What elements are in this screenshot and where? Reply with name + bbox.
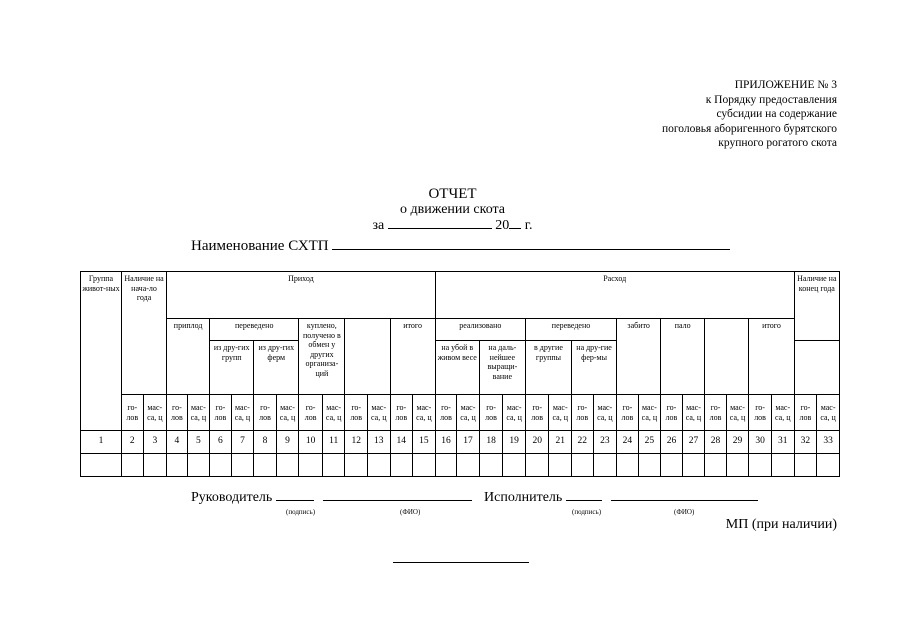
column-number: 9 [276,431,299,454]
column-number: 8 [254,431,277,454]
unit-mass: мас-са, ц [503,395,526,431]
data-cell[interactable] [345,454,368,477]
column-number: 20 [525,431,549,454]
appendix-line: к Порядку предоставления [705,93,837,106]
data-cell[interactable] [413,454,436,477]
data-cell[interactable] [817,454,840,477]
unit-heads: го-лов [435,395,457,431]
column-number: 12 [345,431,368,454]
column-number: 27 [682,431,705,454]
column-number: 10 [299,431,323,454]
organization-blank[interactable] [332,237,730,250]
column-number: 19 [503,431,526,454]
column-number: 31 [771,431,794,454]
head-label: Руководитель [191,490,273,505]
head-signature-caption: (подпись) [286,508,316,516]
report-period [0,218,905,234]
data-cell[interactable] [749,454,772,477]
unit-heads: го-лов [572,395,594,431]
appendix-line: поголовья аборигенного бурятского [661,122,837,135]
data-cell[interactable] [549,454,572,477]
unit-heads: го-лов [479,395,503,431]
data-cell[interactable] [81,454,122,477]
data-cell[interactable] [705,454,727,477]
column-number: 21 [549,431,572,454]
data-cell[interactable] [682,454,705,477]
unit-heads: го-лов [390,395,413,431]
column-number: 17 [457,431,480,454]
executor-label: Исполнитель [484,490,563,505]
column-number: 3 [143,431,167,454]
data-cell[interactable] [322,454,345,477]
header-expense: Расход [435,272,794,319]
unit-mass: мас-са, ц [682,395,705,431]
header-income-total: итого [390,319,435,395]
unit-mass: мас-са, ц [367,395,390,431]
data-cell[interactable] [638,454,661,477]
column-number: 30 [749,431,772,454]
header-empty [794,341,839,395]
executor-name-caption: (ФИО) [674,508,695,516]
executor-signature-blank[interactable] [566,490,602,501]
unit-heads: го-лов [210,395,232,431]
period-suffix: г. [524,218,533,233]
unit-heads: го-лов [661,395,683,431]
unit-heads: го-лов [254,395,277,431]
data-cell[interactable] [661,454,683,477]
signature-block-head [191,490,472,506]
data-row [81,454,840,477]
column-number: 15 [413,431,436,454]
header-end-of-year: Наличие на конец года [794,272,839,341]
head-signature-blank[interactable] [276,490,314,501]
data-cell[interactable] [167,454,188,477]
data-cell[interactable] [794,454,817,477]
data-cell[interactable] [572,454,594,477]
data-cell[interactable] [503,454,526,477]
report-subtitle: о движении скота [399,202,506,217]
header-empty [705,319,749,395]
units-row [81,395,840,431]
unit-mass: мас-са, ц [593,395,617,431]
column-number: 16 [435,431,457,454]
header-to-other-groups: в другие группы [525,341,571,395]
report-title: ОТЧЕТ [428,186,477,202]
column-number: 2 [122,431,144,454]
data-cell[interactable] [299,454,323,477]
header-realized: реализовано [435,319,525,341]
unit-heads: го-лов [122,395,144,431]
data-cell[interactable] [210,454,232,477]
unit-mass: мас-са, ц [638,395,661,431]
unit-mass: мас-са, ц [187,395,210,431]
unit-heads: го-лов [525,395,549,431]
column-number: 32 [794,431,817,454]
unit-heads: го-лов [345,395,368,431]
column-number: 28 [705,431,727,454]
unit-heads: го-лов [167,395,188,431]
header-for-slaughter: на убой в живом весе [435,341,479,395]
data-cell[interactable] [276,454,299,477]
data-cell[interactable] [726,454,749,477]
column-number: 33 [817,431,840,454]
data-cell[interactable] [231,454,254,477]
data-cell[interactable] [525,454,549,477]
column-number: 11 [322,431,345,454]
unit-mass: мас-са, ц [231,395,254,431]
data-cell[interactable] [187,454,210,477]
appendix-line: крупного рогатого скота [718,137,837,150]
executor-signature-caption: (подпись) [572,508,602,516]
column-number: 14 [390,431,413,454]
unit-mass: мас-са, ц [457,395,480,431]
unit-mass: мас-са, ц [549,395,572,431]
header-transferred-out: переведено [525,319,616,341]
data-cell[interactable] [479,454,503,477]
column-number: 24 [617,431,639,454]
column-number: 29 [726,431,749,454]
data-cell[interactable] [771,454,794,477]
head-name-blank[interactable] [323,490,472,501]
unit-mass: мас-са, ц [817,395,840,431]
period-prefix: за [372,218,385,233]
header-expense-total: итого [749,319,794,395]
data-cell[interactable] [593,454,617,477]
unit-heads: го-лов [749,395,772,431]
head-name-caption: (ФИО) [400,508,421,516]
header-slaughtered: забито [617,319,661,395]
column-number: 4 [167,431,188,454]
data-cell[interactable] [143,454,167,477]
unit-heads: го-лов [705,395,727,431]
column-number: 18 [479,431,503,454]
organization-line [191,237,730,255]
column-numbers-row [81,431,840,454]
data-cell[interactable] [457,454,480,477]
bottom-rule [393,562,529,563]
data-cell[interactable] [122,454,144,477]
executor-name-blank[interactable] [611,490,758,501]
data-cell[interactable] [617,454,639,477]
column-number: 23 [593,431,617,454]
unit-mass: мас-са, ц [726,395,749,431]
unit-heads: го-лов [617,395,639,431]
unit-mass: мас-са, ц [413,395,436,431]
header-to-other-farms: на дру-гие фер-мы [572,341,617,395]
header-transferred-in: переведено [210,319,299,341]
year-blank[interactable] [509,218,521,229]
header-group: Группа живот-ных [81,272,122,431]
unit-heads: го-лов [299,395,323,431]
stamp-label: МП (при наличии) [725,517,837,532]
signature-block-executor [484,490,758,506]
period-year: 20 [495,218,510,233]
column-number: 26 [661,431,683,454]
appendix-line: ПРИЛОЖЕНИЕ № 3 [734,79,837,91]
header-died: пало [661,319,705,395]
header-from-other-groups: из дру-гих групп [210,341,254,395]
data-cell[interactable] [254,454,277,477]
period-blank[interactable] [388,218,492,229]
organization-label: Наименование СХТП [191,238,329,254]
data-cell[interactable] [367,454,390,477]
unit-mass: мас-са, ц [322,395,345,431]
unit-mass: мас-са, ц [143,395,167,431]
column-number: 25 [638,431,661,454]
report-title-block [0,186,905,234]
unit-heads: го-лов [794,395,817,431]
header-from-other-farms: из дру-гих ферм [254,341,299,395]
column-number: 5 [187,431,210,454]
column-number: 7 [231,431,254,454]
livestock-movement-table [80,271,840,477]
appendix-line: субсидии на содержание [716,108,837,121]
data-cell[interactable] [390,454,413,477]
column-number: 1 [81,431,122,454]
column-number: 13 [367,431,390,454]
header-further-rearing: на даль-нейшее выращи-вание [479,341,525,395]
header-income: Приход [167,272,436,319]
header-empty [345,319,390,395]
appendix-header [662,78,837,151]
column-number: 6 [210,431,232,454]
column-number: 22 [572,431,594,454]
unit-mass: мас-са, ц [771,395,794,431]
header-start-of-year: Наличие на нача-ло года [122,272,167,395]
header-priplod: приплод [167,319,210,395]
data-cell[interactable] [435,454,457,477]
unit-mass: мас-са, ц [276,395,299,431]
header-bought: куплено, получено в обмен у других организа-ций [299,319,345,395]
